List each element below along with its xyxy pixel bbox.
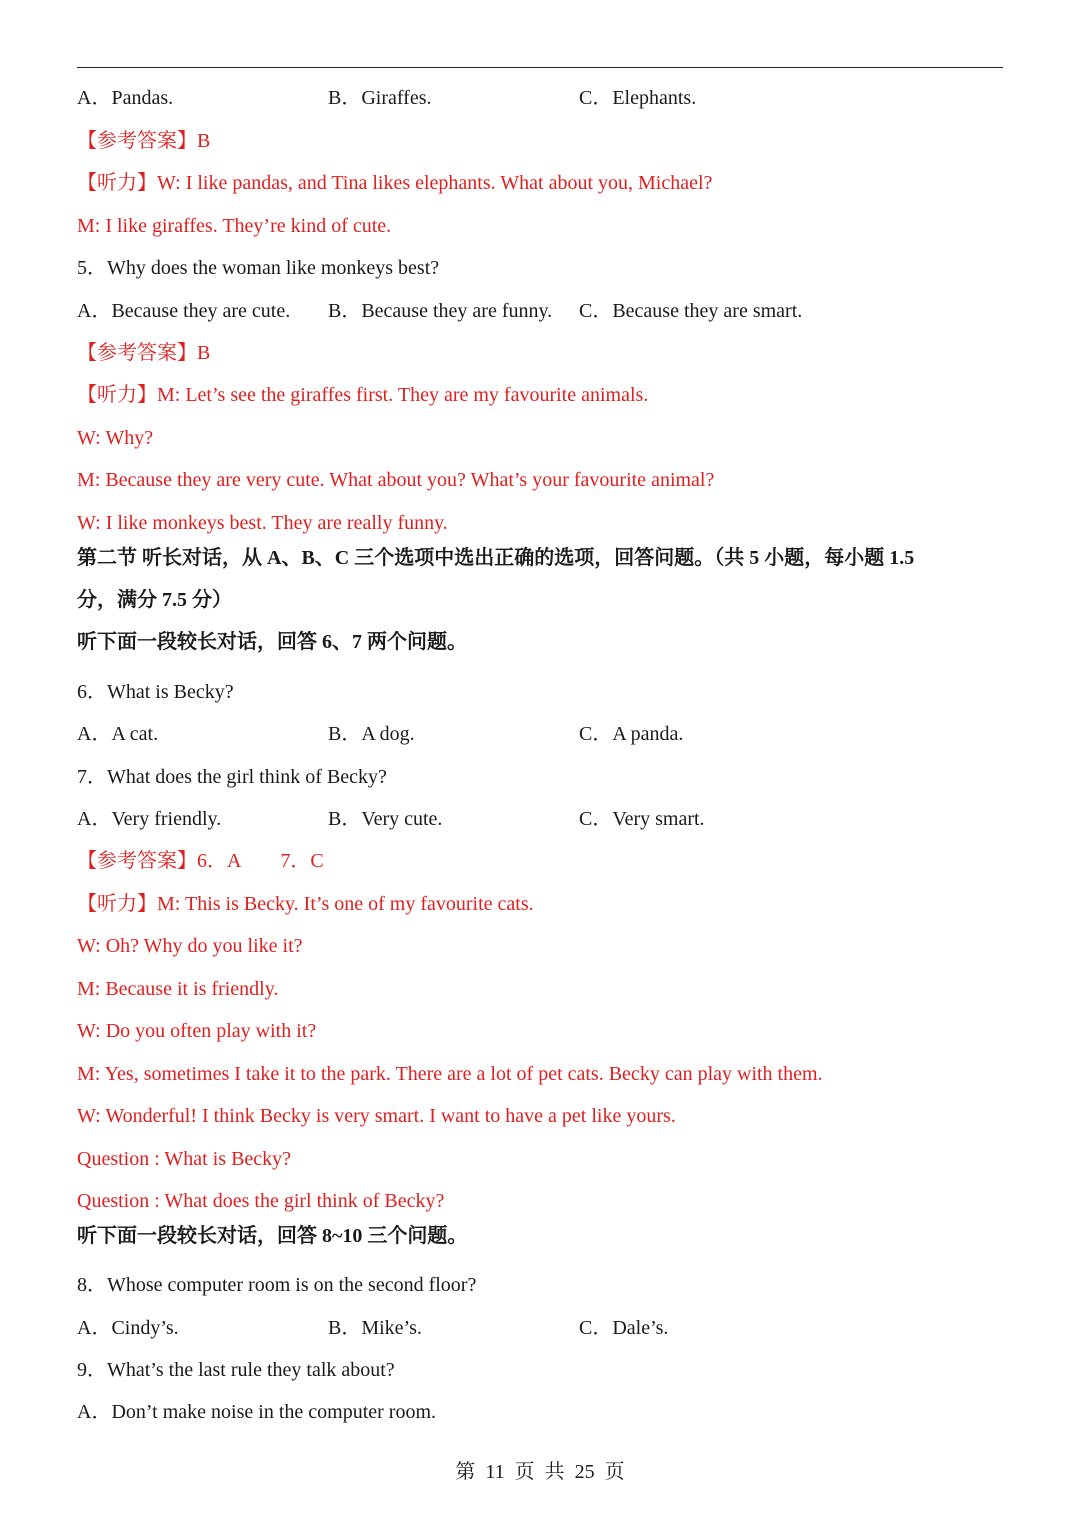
listening-transcript-line: M: Because it is friendly.	[77, 978, 279, 1000]
option-c: C．Dale’s.	[579, 1317, 669, 1339]
option-a: A．Pandas.	[77, 87, 174, 109]
listening-transcript-line: M: Because they are very cute. What about you? What’s your favourite animal?	[77, 469, 715, 491]
section-heading-cont: 分，满分 7.5 分）	[77, 589, 232, 611]
listening-question-line: Question : What does the girl think of Becky?	[77, 1190, 445, 1212]
question-7: 7．What does the girl think of Becky?	[77, 766, 387, 788]
header-rule	[77, 67, 1003, 68]
listening-transcript-line: W: Oh? Why do you like it?	[77, 935, 303, 957]
answer-key: 【参考答案】B	[77, 130, 211, 152]
option-b: B．Very cute.	[328, 808, 443, 830]
option-b: B．Giraffes.	[328, 87, 432, 109]
option-c: C．A panda.	[579, 723, 684, 745]
section-heading: 第二节 听长对话，从 A、B、C 三个选项中选出正确的选项，回答问题。（共 5 小题，每小题 1.5	[77, 547, 915, 569]
option-a: A．Very friendly.	[77, 808, 222, 830]
option-c: C．Elephants.	[579, 87, 697, 109]
answer-key: 【参考答案】6．A 7．C	[77, 850, 324, 872]
option-a: A．Because they are cute.	[77, 300, 291, 322]
option-b: B．Mike’s.	[328, 1317, 422, 1339]
option-a: A．Don’t make noise in the computer room.	[77, 1401, 437, 1423]
option-b: B．A dog.	[328, 723, 415, 745]
listening-transcript-line: W: Wonderful! I think Becky is very smart. I want to have a pet like yours.	[77, 1105, 676, 1127]
answer-key: 【参考答案】B	[77, 342, 211, 364]
option-c: C．Because they are smart.	[579, 300, 803, 322]
dialog-instruction: 听下面一段较长对话，回答 6、7 两个问题。	[77, 631, 467, 653]
page-footer: 第 11 页 共 25 页	[455, 1461, 625, 1483]
listening-transcript-line: 【听力】W: I like pandas, and Tina likes elephants. What about you, Michael?	[77, 172, 713, 194]
option-a: A．A cat.	[77, 723, 159, 745]
question-9: 9．What’s the last rule they talk about?	[77, 1359, 395, 1381]
listening-transcript-line: 【听力】M: Let’s see the giraffes first. They are my favourite animals.	[77, 384, 649, 406]
listening-transcript-line: M: I like giraffes. They’re kind of cute.	[77, 215, 392, 237]
question-6: 6．What is Becky?	[77, 681, 234, 703]
listening-transcript-line: M: Yes, sometimes I take it to the park. There are a lot of pet cats. Becky can play with them.	[77, 1063, 823, 1085]
listening-transcript-line: W: Why?	[77, 427, 154, 449]
dialog-instruction: 听下面一段较长对话，回答 8~10 三个问题。	[77, 1225, 468, 1247]
listening-transcript-line: W: I like monkeys best. They are really funny.	[77, 512, 448, 534]
option-a: A．Cindy’s.	[77, 1317, 179, 1339]
option-c: C．Very smart.	[579, 808, 705, 830]
listening-question-line: Question : What is Becky?	[77, 1148, 292, 1170]
option-b: B．Because they are funny.	[328, 300, 553, 322]
question-5: 5．Why does the woman like monkeys best?	[77, 257, 440, 279]
listening-transcript-line: W: Do you often play with it?	[77, 1020, 317, 1042]
listening-transcript-line: 【听力】M: This is Becky. It’s one of my favourite cats.	[77, 893, 534, 915]
question-8: 8．Whose computer room is on the second floor?	[77, 1274, 477, 1296]
